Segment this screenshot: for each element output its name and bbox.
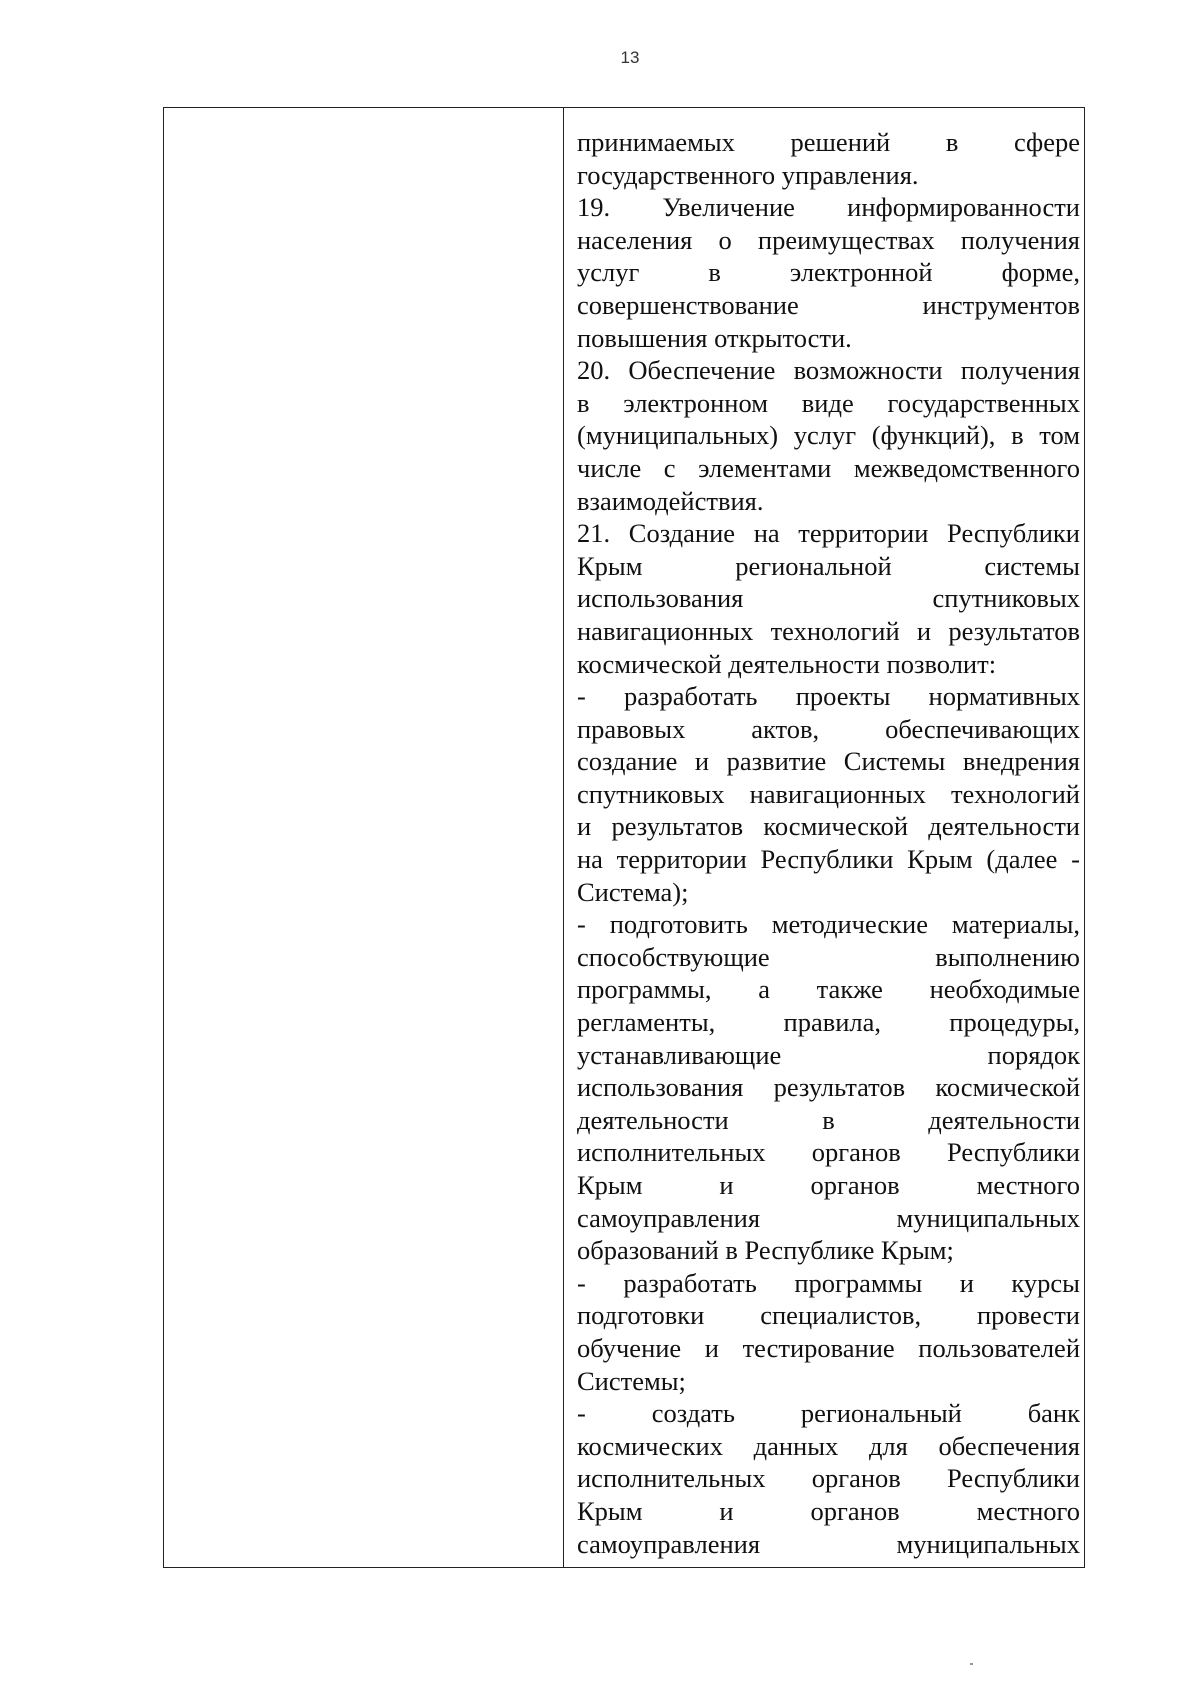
text-line: регламенты, правила, процедуры, xyxy=(577,1007,1080,1038)
text-line: образований в Республике Крым; xyxy=(577,1235,954,1266)
text-line: самоуправления муниципальных xyxy=(577,1202,1080,1233)
text-line: и результатов космической деятельности xyxy=(577,811,1080,842)
text-line: населения о преимуществах получения xyxy=(577,224,1080,255)
text-line: Система); xyxy=(577,876,689,907)
text-line: способствующие выполнению xyxy=(577,941,1080,972)
text-line: (муниципальных) услуг (функций), в том xyxy=(577,420,1080,451)
text-line: использования результатов космической xyxy=(577,1072,1080,1103)
text-line: - разработать программы и курсы xyxy=(577,1267,1080,1298)
text-line: Крым региональной системы xyxy=(577,550,1080,581)
text-line: самоуправления муниципальных xyxy=(577,1528,1080,1559)
text-line: исполнительных органов Республики xyxy=(577,1463,1080,1494)
text-line: устанавливающие порядок xyxy=(577,1039,1080,1070)
table-left-cell xyxy=(163,107,563,1568)
text-line: взаимодействия. xyxy=(577,485,764,516)
text-line: спутниковых навигационных технологий xyxy=(577,778,1080,809)
cell-text-block xyxy=(577,126,1080,1560)
text-line: принимаемых решений в сфере xyxy=(577,127,1080,157)
text-line: Крым и органов местного xyxy=(577,1170,1080,1200)
text-line: 21. Создание на территории Республики xyxy=(577,518,1080,549)
text-line: подготовки специалистов, провести xyxy=(577,1300,1080,1331)
text-line: использования спутниковых xyxy=(577,583,1080,614)
text-line: государственного управления. xyxy=(577,159,919,190)
text-line: деятельности в деятельности xyxy=(577,1104,1080,1135)
text-line: программы, а также необходимые xyxy=(577,974,1080,1005)
text-line: числе с элементами межведомственного xyxy=(577,452,1080,483)
scan-speck xyxy=(970,1663,973,1665)
text-line: 19. Увеличение информированности xyxy=(577,192,1080,223)
text-line: исполнительных органов Республики xyxy=(577,1137,1080,1168)
text-line: - разработать проекты нормативных xyxy=(577,681,1080,712)
text-line: совершенствование инструментов xyxy=(577,289,1080,320)
text-line: на территории Республики Крым (далее - xyxy=(577,844,1080,875)
text-line: создание и развитие Системы внедрения xyxy=(577,746,1080,777)
text-line: космических данных для обеспечения xyxy=(577,1430,1080,1461)
text-line: - создать региональный банк xyxy=(577,1398,1080,1429)
text-line: повышения открытости. xyxy=(577,322,852,353)
text-line: 20. Обеспечение возможности получения xyxy=(577,355,1080,386)
text-line: в электронном виде государственных xyxy=(577,387,1080,418)
text-line: обучение и тестирование пользователей xyxy=(577,1332,1080,1363)
text-line: - подготовить методические материалы, xyxy=(577,909,1080,940)
text-line: услуг в электронной форме, xyxy=(577,257,1080,288)
text-line: правовых актов, обеспечивающих xyxy=(577,713,1080,744)
text-line: космической деятельности позволит: xyxy=(577,648,997,679)
page-number: 13 xyxy=(620,48,640,67)
text-line: Крым и органов местного xyxy=(577,1495,1080,1526)
text-line: Системы; xyxy=(577,1365,686,1396)
text-line: навигационных технологий и результатов xyxy=(577,615,1080,646)
